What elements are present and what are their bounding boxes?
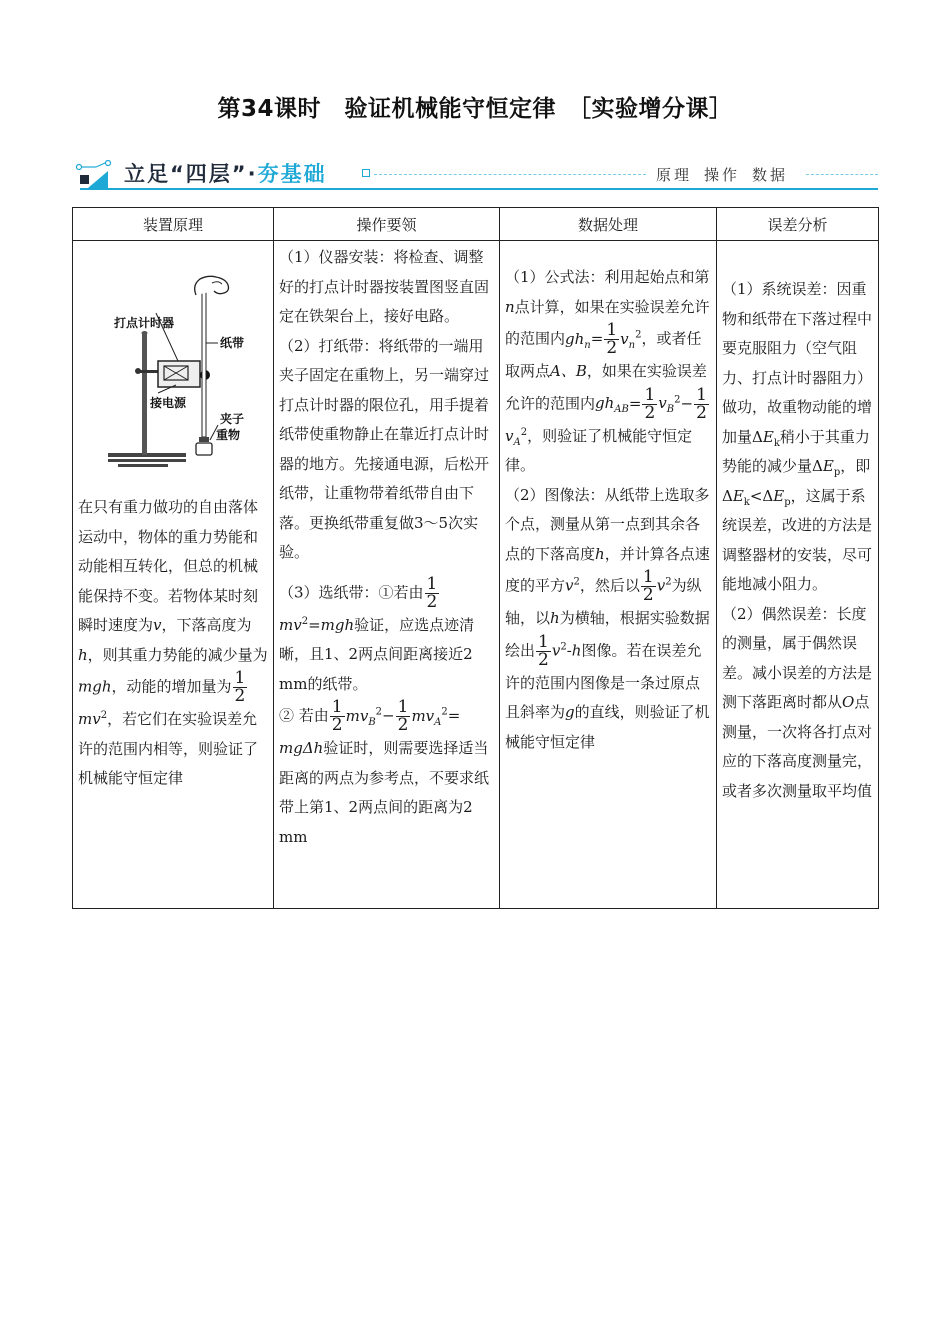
operation-step-1: （1）仪器安装：将检查、调整好的打点计时器按装置图竖直固定在铁架台上，接好电路。 [279,248,490,325]
banner-decoration-icon [74,157,114,191]
systematic-error: （1）系统误差：因重物和纸带在下落过程中要克服阻力（空气阻力、打点计时器阻力）做功，故重物动能的增加量$\Delta E_k$稍小于其重力势能的减少量$\Delta E_p$，即$\Delta E_k<\Delta E_p$，这属于系统误差，改进的方法是调整器材的安装，尽可能地减小阻力。 [722,280,873,593]
page-title: 第34课时 验证机械能守恒定律 ［实验增分课］ [217,96,733,122]
header-apparatus: 装置原理 [73,208,274,241]
label-tape: 纸带 [220,336,245,350]
header-operation: 操作要领 [274,208,500,241]
apparatus-diagram [78,243,268,493]
random-error: （2）偶然误差：长度的测量，属于偶然误差。减小误差的方法是测下落距离时都从O点测量，一次将各打点对应的下落高度测量完，或者多次测量取平均值 [722,604,873,800]
operation-step-2: （2）打纸带：将纸带的一端用夹子固定在重物上，另一端穿过打点计时器的限位孔，用手提着纸带使重物静止在靠近打点计时器的地方。先接通电源，后松开纸带，让重物带着纸带自由下落。更换纸带重复做3～5次实验。 [279,336,490,561]
header-error-analysis: 误差分析 [717,208,879,241]
label-weight: 重物 [216,428,241,442]
formula-method: （1）公式法：利用起始点和第n点计算，如果在实验误差允许的范围内$gh_n=$ $\frac{1}{2}$ $v_n^2$，或者任取两点A、B，如果在实验误差允许的范围内$gh_{AB}=$ $\frac{1}{2}$ $v_B^2-$ $\frac{1}{2}$ $v_A^2$，则验证了机械能守恒定律。 [505,268,710,474]
label-clip: 夹子 [220,412,245,426]
operation-step-3: （3）选纸带：①若由 $\frac{1}{2}$ $mv^2=mgh$验证，应选点迹清晰，且1、2两点间距离接近2 mm的纸带。 [279,573,475,693]
tag-principle: 原理 [656,166,693,184]
tag-operation: 操作 [704,166,741,184]
cell-error-analysis [717,241,879,909]
banner-dash-right [806,174,878,175]
operation-step-3-alt: ② 若由 $\frac{1}{2}$ $mv_B^2-$ $\frac{1}{2}$ $mv_A^2=$ mgΔh验证时，则需要选择适当距离的两点为参考点，不要求纸带上第1、2两点间的距离为2 mm [279,697,490,846]
tag-data: 数据 [752,166,789,184]
banner-baseline [80,188,878,190]
principle-text: 在只有重力做功的自由落体运动中，物体的重力势能和动能相互转化，但总的机械能保持不变。若物体某时刻瞬时速度为v，下落高度为h，则其重力势能的减少量为mgh，动能的增加量为 $\frac{1}{2}$ $mv^2$，若它们在实验误差允许的范围内相等，则验证了机械能守恒定律 [78,498,268,787]
banner-square-icon [362,169,370,177]
section-banner [74,155,878,193]
experiment-table [72,207,879,909]
cell-data-processing [500,241,717,909]
table-header-row [73,208,879,241]
cell-operation [274,241,500,909]
cell-apparatus [73,241,274,909]
label-timer: 打点计时器 [114,316,175,330]
header-data-processing: 数据处理 [500,208,717,241]
banner-dash-left [374,174,646,175]
banner-headline: 立足“四层”·夯基础 [124,162,327,186]
banner-tags [656,164,800,185]
label-power: 接电源 [150,396,187,410]
table-content-row [73,241,879,909]
graph-method: （2）图像法：从纸带上选取多个点，测量从第一点到其余各点的下落高度h，并计算各点速度的平方$v^2$，然后以 $\frac{1}{2}$ $v^2$为纵轴，以h为横轴，根据实验数据绘出 $\frac{1}{2}$ $v^2-h$图像。若在误差允许的范围内图像是一条过原点且斜率为g的直线，则验证了机械能守恒定律 [505,485,710,751]
